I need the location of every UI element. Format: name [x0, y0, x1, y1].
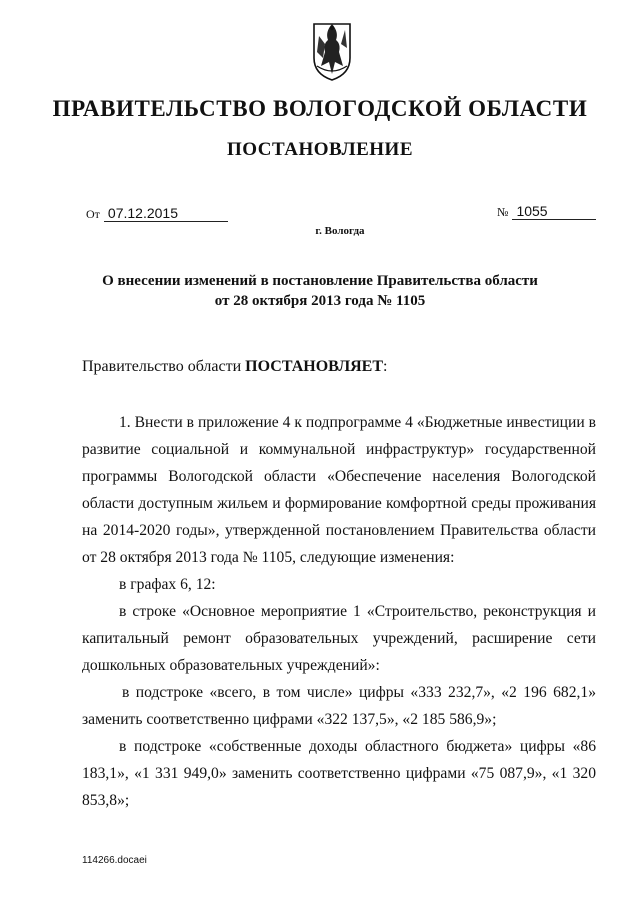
- document-subject: [80, 271, 560, 311]
- government-title: ПРАВИТЕЛЬСТВО ВОЛОГОДСКОЙ ОБЛАСТИ: [52, 96, 588, 121]
- document-date: [86, 206, 228, 222]
- document-body: [82, 409, 596, 814]
- date-value: 07.12.2015: [104, 206, 228, 222]
- city: г. Вологда: [315, 225, 365, 237]
- number-value: 1055: [512, 204, 596, 220]
- document-type: ПОСТАНОВЛЕНИЕ: [226, 139, 414, 160]
- paragraph-2: в графах 6, 12:: [119, 576, 216, 593]
- document-number: [497, 204, 596, 220]
- coat-of-arms-emblem: [311, 18, 353, 82]
- number-label: №: [497, 205, 509, 219]
- paragraph-5: в подстроке «собственные доходы областного бюджета» цифры «86 183,1», «1 331 949,0» заменить соответственно цифрами «75 087,9», «1 320 853,8»;: [82, 738, 596, 809]
- file-code: 114266.docaei: [82, 855, 147, 866]
- preamble-decree-word: ПОСТАНОВЛЯЕТ: [245, 358, 384, 375]
- subject-line-2: от 28 октября 2013 года № 1105: [214, 293, 426, 309]
- paragraph-3: в строке «Основное мероприятие 1 «Строительство, реконструкция и капитальный ремонт образовательных учреждений, расширение сети дошкольных образовательных учреждений»:: [82, 603, 596, 674]
- subject-line-1: О внесении изменений в постановление Правительства области: [102, 273, 538, 289]
- preamble-suffix: :: [383, 358, 388, 375]
- preamble-text: Правительство области: [82, 358, 246, 375]
- date-label: От: [86, 207, 100, 221]
- preamble: [82, 358, 387, 376]
- paragraph-1: 1. Внести в приложение 4 к подпрограмме 4 «Бюджетные инвестиции в развитие социальной и коммунальной инфраструктур» государственной программы Вологодской области «Обеспечение населения Вологодской области доступным жильем и формирование комфортной среды проживания на 2014-2020 годы», утвержденной постановлением Правительства области от 28 октября 2013 года № 1105, следующие изменения:: [82, 414, 596, 566]
- paragraph-4: в подстроке «всего, в том числе» цифры «333 232,7», «2 196 682,1» заменить соответственно цифрами «322 137,5», «2 185 586,9»;: [82, 684, 596, 728]
